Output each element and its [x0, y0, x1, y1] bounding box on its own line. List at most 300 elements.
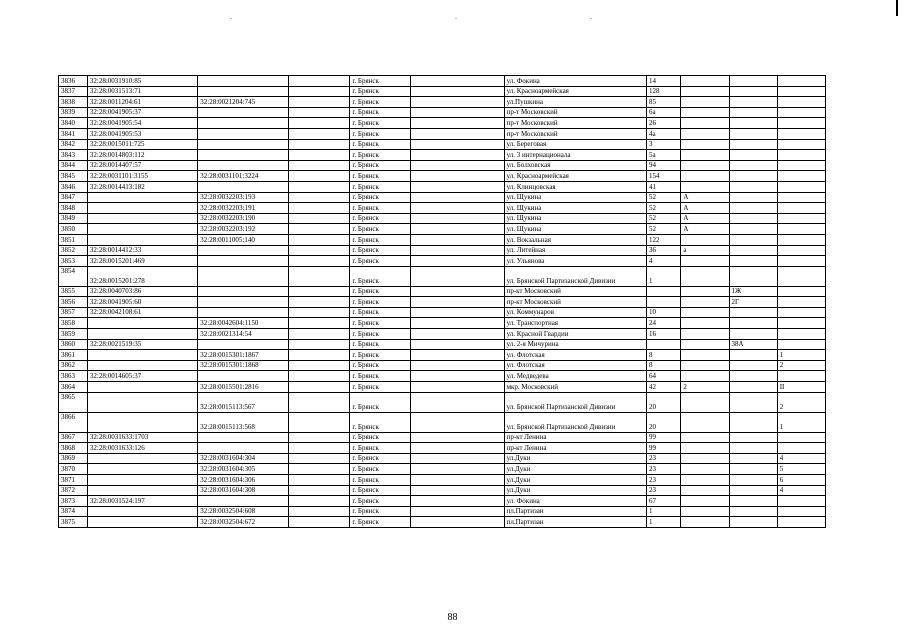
cell-street: ул.Дуки [504, 453, 646, 464]
cell-cadastral-number [87, 475, 197, 486]
cell-row-number: 3844 [59, 160, 88, 171]
cell-city: г. Брянск [350, 485, 411, 496]
cell-letter [681, 443, 729, 454]
cell-house-number: 20 [647, 392, 681, 412]
table-row [59, 245, 826, 256]
cell-house-number: 23 [647, 475, 681, 486]
cell-building: 1Ж [729, 286, 777, 297]
cell-blank-col-2 [411, 339, 504, 350]
cell-cadastral-number: 32:28:0011204:61 [87, 97, 197, 108]
cell-blank-col-2 [411, 297, 504, 308]
cell-building [729, 213, 777, 224]
cell-street: ул. Щукина [504, 213, 646, 224]
cell-blank-col [289, 443, 350, 454]
cell-city: г. Брянск [350, 307, 411, 318]
cell-house-number: 5а [647, 150, 681, 161]
cell-linked-cadastral-number [198, 139, 289, 150]
cell-blank-col [289, 318, 350, 329]
table-row [59, 506, 826, 517]
cell-row-number: 3874 [59, 506, 88, 517]
cell-house-number: 42 [647, 382, 681, 393]
cell-house-number: 85 [647, 97, 681, 108]
cell-street: ул. 2-я Мичурина [504, 339, 646, 350]
cell-apartment [777, 139, 825, 150]
cell-house-number: 4 [647, 256, 681, 267]
cell-blank-col-2 [411, 443, 504, 454]
cell-letter [681, 496, 729, 507]
cell-letter [681, 339, 729, 350]
cell-apartment [777, 224, 825, 235]
cell-blank-col [289, 256, 350, 267]
cell-blank-col [289, 171, 350, 182]
cell-row-number: 3862 [59, 360, 88, 371]
cell-row-number: 3841 [59, 128, 88, 139]
cell-city: г. Брянск [350, 213, 411, 224]
cell-building [729, 360, 777, 371]
cell-city: г. Брянск [350, 412, 411, 432]
cell-linked-cadastral-number: 32:28:0042604:1150 [198, 318, 289, 329]
cell-blank-col-2 [411, 234, 504, 245]
cell-city: г. Брянск [350, 318, 411, 329]
cell-blank-col-2 [411, 307, 504, 318]
cell-house-number: 14 [647, 76, 681, 87]
cell-building [729, 150, 777, 161]
cell-apartment [777, 160, 825, 171]
cell-city: г. Брянск [350, 150, 411, 161]
cell-row-number: 3867 [59, 432, 88, 443]
cell-house-number: 128 [647, 86, 681, 97]
cell-row-number: 3875 [59, 517, 88, 528]
cell-street: ул. Фокина [504, 496, 646, 507]
cell-house-number: 64 [647, 371, 681, 382]
table-row [59, 266, 826, 286]
cell-linked-cadastral-number: 32:28:0032203:190 [198, 213, 289, 224]
cell-cadastral-number: 32:28:0015201:469 [87, 256, 197, 267]
table-row [59, 97, 826, 108]
cell-city: г. Брянск [350, 192, 411, 203]
cell-house-number: 6а [647, 107, 681, 118]
cell-linked-cadastral-number [198, 86, 289, 97]
cell-house-number: 52 [647, 224, 681, 235]
cell-cadastral-number [87, 360, 197, 371]
cell-city: г. Брянск [350, 506, 411, 517]
cell-building [729, 107, 777, 118]
cell-building [729, 86, 777, 97]
table-row [59, 160, 826, 171]
table-row [59, 297, 826, 308]
cell-blank-col [289, 382, 350, 393]
cell-street: ул.Пушкина [504, 97, 646, 108]
cell-linked-cadastral-number: 32:28:0031101:3224 [198, 171, 289, 182]
cell-blank-col [289, 118, 350, 129]
cell-row-number: 3856 [59, 297, 88, 308]
cell-cadastral-number [87, 485, 197, 496]
cell-blank-col-2 [411, 107, 504, 118]
cell-cadastral-number: 32:28:0014803:112 [87, 150, 197, 161]
cell-cadastral-number [87, 318, 197, 329]
cell-row-number: 3859 [59, 329, 88, 340]
cell-blank-col [289, 464, 350, 475]
cell-apartment: 1 [777, 412, 825, 432]
cell-cadastral-number: 32:28:0014412:33 [87, 245, 197, 256]
cell-street: ул. Транспортная [504, 318, 646, 329]
cell-blank-col [289, 203, 350, 214]
cell-house-number: 154 [647, 171, 681, 182]
table-row [59, 412, 826, 432]
table-row [59, 464, 826, 475]
table-body [59, 76, 826, 528]
cell-letter [681, 181, 729, 192]
cell-linked-cadastral-number [198, 371, 289, 382]
cell-linked-cadastral-number [198, 76, 289, 87]
cell-letter [681, 97, 729, 108]
cell-blank-col-2 [411, 464, 504, 475]
cell-street: пр-т Московский [504, 118, 646, 129]
cell-apartment [777, 339, 825, 350]
table-row [59, 150, 826, 161]
cell-blank-col-2 [411, 453, 504, 464]
cell-apartment [777, 150, 825, 161]
cell-house-number: 16 [647, 329, 681, 340]
cell-house-number: 3 [647, 139, 681, 150]
cell-linked-cadastral-number: 32:28:0032504:608 [198, 506, 289, 517]
cell-cadastral-number: 32:28:0042108:61 [87, 307, 197, 318]
cell-cadastral-number [87, 203, 197, 214]
cell-blank-col-2 [411, 392, 504, 412]
cell-building [729, 118, 777, 129]
cell-street: ул.Дуки [504, 464, 646, 475]
scan-speck [455, 18, 457, 19]
cell-building [729, 256, 777, 267]
cell-apartment [777, 171, 825, 182]
cell-linked-cadastral-number: 32:28:0032203:192 [198, 224, 289, 235]
cell-row-number: 3860 [59, 339, 88, 350]
cell-apartment: 2 [777, 360, 825, 371]
cell-street: ул. Щукина [504, 192, 646, 203]
cell-apartment [777, 371, 825, 382]
cell-apartment [777, 517, 825, 528]
cell-apartment [777, 297, 825, 308]
cell-apartment [777, 245, 825, 256]
table-row [59, 171, 826, 182]
cell-blank-col [289, 475, 350, 486]
cell-apartment: 1 [777, 350, 825, 361]
table-row [59, 213, 826, 224]
cell-row-number: 3870 [59, 464, 88, 475]
cell-apartment [777, 496, 825, 507]
cell-apartment: 4 [777, 485, 825, 496]
cell-street: ул. Красноармейская [504, 171, 646, 182]
cell-apartment [777, 307, 825, 318]
cell-cadastral-number: 32:28:0041905:53 [87, 128, 197, 139]
cell-cadastral-number: 32:28:0041905:37 [87, 107, 197, 118]
cell-blank-col-2 [411, 485, 504, 496]
cell-row-number: 3851 [59, 234, 88, 245]
cell-blank-col-2 [411, 517, 504, 528]
cell-blank-col [289, 266, 350, 286]
cell-linked-cadastral-number [198, 266, 289, 286]
cell-letter [681, 171, 729, 182]
table-row [59, 485, 826, 496]
cell-house-number: 99 [647, 443, 681, 454]
cell-blank-col [289, 350, 350, 361]
cell-house-number: 23 [647, 464, 681, 475]
cell-house-number: 41 [647, 181, 681, 192]
cell-blank-col [289, 412, 350, 432]
cell-linked-cadastral-number: 32:28:0021314:54 [198, 329, 289, 340]
cell-building [729, 432, 777, 443]
cell-letter [681, 453, 729, 464]
cell-cadastral-number [87, 350, 197, 361]
cell-building [729, 97, 777, 108]
cell-blank-col [289, 139, 350, 150]
cell-street: пр-кт Московский [504, 286, 646, 297]
cell-letter [681, 160, 729, 171]
cell-blank-col-2 [411, 224, 504, 235]
table-row [59, 318, 826, 329]
cell-apartment [777, 107, 825, 118]
table-row [59, 453, 826, 464]
cell-cadastral-number [87, 453, 197, 464]
cell-cadastral-number: 32:28:0031513:71 [87, 86, 197, 97]
cell-linked-cadastral-number: 32:28:0015301:1868 [198, 360, 289, 371]
cell-city: г. Брянск [350, 371, 411, 382]
cell-street: пр-кт Ленина [504, 443, 646, 454]
cell-apartment [777, 234, 825, 245]
cell-blank-col-2 [411, 432, 504, 443]
cell-house-number: 122 [647, 234, 681, 245]
cell-blank-col-2 [411, 203, 504, 214]
cell-linked-cadastral-number [198, 107, 289, 118]
cell-building [729, 443, 777, 454]
cell-building [729, 382, 777, 393]
cell-row-number: 3847 [59, 192, 88, 203]
cell-blank-col-2 [411, 139, 504, 150]
table-row [59, 234, 826, 245]
cell-cadastral-number: 32:28:0031910:85 [87, 76, 197, 87]
cell-apartment [777, 506, 825, 517]
cell-blank-col-2 [411, 371, 504, 382]
cell-cadastral-number: 32:28:0031524:197 [87, 496, 197, 507]
table-row [59, 224, 826, 235]
cell-apartment: 6 [777, 475, 825, 486]
cell-blank-col [289, 485, 350, 496]
cell-blank-col [289, 224, 350, 235]
cell-blank-col-2 [411, 475, 504, 486]
cell-house-number: 1 [647, 506, 681, 517]
cell-city: г. Брянск [350, 97, 411, 108]
cell-street: ул. Коммунаров [504, 307, 646, 318]
cell-blank-col-2 [411, 76, 504, 87]
page-number: 88 [447, 612, 458, 623]
cell-blank-col [289, 234, 350, 245]
cell-blank-col-2 [411, 329, 504, 340]
cell-row-number: 3868 [59, 443, 88, 454]
cell-city: г. Брянск [350, 286, 411, 297]
cell-blank-col-2 [411, 160, 504, 171]
cell-blank-col [289, 76, 350, 87]
cell-building [729, 412, 777, 432]
cell-cadastral-number [87, 329, 197, 340]
cell-linked-cadastral-number [198, 339, 289, 350]
cell-city: г. Брянск [350, 171, 411, 182]
table-row [59, 392, 826, 412]
cell-city: г. Брянск [350, 517, 411, 528]
cell-letter [681, 266, 729, 286]
cell-linked-cadastral-number [198, 118, 289, 129]
cell-house-number: 23 [647, 485, 681, 496]
cell-row-number: 3839 [59, 107, 88, 118]
cell-apartment [777, 118, 825, 129]
cell-letter [681, 256, 729, 267]
cell-blank-col [289, 97, 350, 108]
cell-apartment: 2 [777, 392, 825, 412]
cell-street: пр-т Московский [504, 107, 646, 118]
cell-building [729, 171, 777, 182]
cell-building [729, 128, 777, 139]
cell-city: г. Брянск [350, 350, 411, 361]
cell-blank-col [289, 339, 350, 350]
cell-row-number: 3872 [59, 485, 88, 496]
table-row [59, 371, 826, 382]
cell-linked-cadastral-number [198, 443, 289, 454]
cell-linked-cadastral-number [198, 128, 289, 139]
cell-letter [681, 329, 729, 340]
table-row [59, 350, 826, 361]
cell-building: 38А [729, 339, 777, 350]
cell-cadastral-number: 32:28:0021519:35 [87, 339, 197, 350]
cell-blank-col-2 [411, 128, 504, 139]
cell-linked-cadastral-number [198, 256, 289, 267]
cell-blank-col-2 [411, 506, 504, 517]
cell-street: ул. Медведева [504, 371, 646, 382]
cell-house-number: 8 [647, 350, 681, 361]
cell-cadastral-number [87, 192, 197, 203]
cell-building [729, 464, 777, 475]
cell-street: ул. Вокзальная [504, 234, 646, 245]
table-row [59, 107, 826, 118]
cell-letter [681, 234, 729, 245]
cell-blank-col [289, 506, 350, 517]
cell-house-number: 36 [647, 245, 681, 256]
cell-street: ул. Фокина [504, 76, 646, 87]
cell-blank-col-2 [411, 97, 504, 108]
cell-building [729, 517, 777, 528]
cell-city: г. Брянск [350, 453, 411, 464]
cell-blank-col [289, 192, 350, 203]
cell-cadastral-number: 32:28:0031633:1703 [87, 432, 197, 443]
table-row [59, 517, 826, 528]
cell-house-number: 10 [647, 307, 681, 318]
cell-row-number: 3863 [59, 371, 88, 382]
cell-city: г. Брянск [350, 224, 411, 235]
cell-cadastral-number [87, 213, 197, 224]
table-row [59, 139, 826, 150]
cell-apartment [777, 213, 825, 224]
cell-cadastral-number: 32:28:0031633:126 [87, 443, 197, 454]
cell-apartment [777, 181, 825, 192]
cell-row-number: 3866 [59, 412, 88, 432]
cell-apartment: 5 [777, 464, 825, 475]
table-row [59, 360, 826, 371]
cell-street: ул. Болховская [504, 160, 646, 171]
cell-blank-col [289, 286, 350, 297]
cell-building [729, 318, 777, 329]
cell-letter [681, 128, 729, 139]
cell-blank-col-2 [411, 245, 504, 256]
cell-letter [681, 432, 729, 443]
cell-letter [681, 371, 729, 382]
cell-row-number: 3853 [59, 256, 88, 267]
cell-street: ул. Красноармейская [504, 86, 646, 97]
table-row [59, 76, 826, 87]
cell-linked-cadastral-number [198, 245, 289, 256]
cell-cadastral-number [87, 392, 197, 412]
cell-house-number: 24 [647, 318, 681, 329]
cell-linked-cadastral-number: 32:28:0032203:193 [198, 192, 289, 203]
cell-building [729, 475, 777, 486]
cell-letter [681, 139, 729, 150]
cell-blank-col [289, 329, 350, 340]
cell-blank-col-2 [411, 318, 504, 329]
cell-city: г. Брянск [350, 256, 411, 267]
cell-building [729, 485, 777, 496]
cell-blank-col-2 [411, 118, 504, 129]
cell-row-number: 3864 [59, 382, 88, 393]
cell-apartment: 4 [777, 453, 825, 464]
cell-letter: А [681, 203, 729, 214]
cell-linked-cadastral-number: 32:28:0015113:567 [198, 392, 289, 412]
cell-street: ул.Дуки [504, 475, 646, 486]
cell-house-number: 4а [647, 128, 681, 139]
cell-house-number: 94 [647, 160, 681, 171]
cell-blank-col-2 [411, 181, 504, 192]
cell-house-number: 52 [647, 203, 681, 214]
cell-blank-col [289, 517, 350, 528]
cell-letter [681, 517, 729, 528]
cell-city: г. Брянск [350, 329, 411, 340]
cell-house-number: 26 [647, 118, 681, 129]
table-row [59, 203, 826, 214]
cell-building [729, 392, 777, 412]
cell-row-number: 3845 [59, 171, 88, 182]
cell-row-number: 3857 [59, 307, 88, 318]
cell-letter [681, 118, 729, 129]
table-row [59, 86, 826, 97]
cell-street: ул. Красной Гвардии [504, 329, 646, 340]
cell-house-number: 99 [647, 432, 681, 443]
cell-row-number: 3855 [59, 286, 88, 297]
cell-blank-col [289, 392, 350, 412]
cell-cadastral-number [87, 382, 197, 393]
cell-city: г. Брянск [350, 118, 411, 129]
cell-street: пр-кт Ленина [504, 432, 646, 443]
cell-city: г. Брянск [350, 360, 411, 371]
table-row [59, 382, 826, 393]
cell-apartment: II [777, 382, 825, 393]
cell-street: пл.Партизан [504, 517, 646, 528]
cell-row-number: 3858 [59, 318, 88, 329]
cell-cadastral-number: 32:28:0040703:86 [87, 286, 197, 297]
cell-row-number: 3849 [59, 213, 88, 224]
cell-building: 2Г [729, 297, 777, 308]
cell-linked-cadastral-number [198, 307, 289, 318]
cell-building [729, 234, 777, 245]
cell-blank-col-2 [411, 86, 504, 97]
table-row [59, 192, 826, 203]
cell-apartment [777, 266, 825, 286]
cell-row-number: 3871 [59, 475, 88, 486]
